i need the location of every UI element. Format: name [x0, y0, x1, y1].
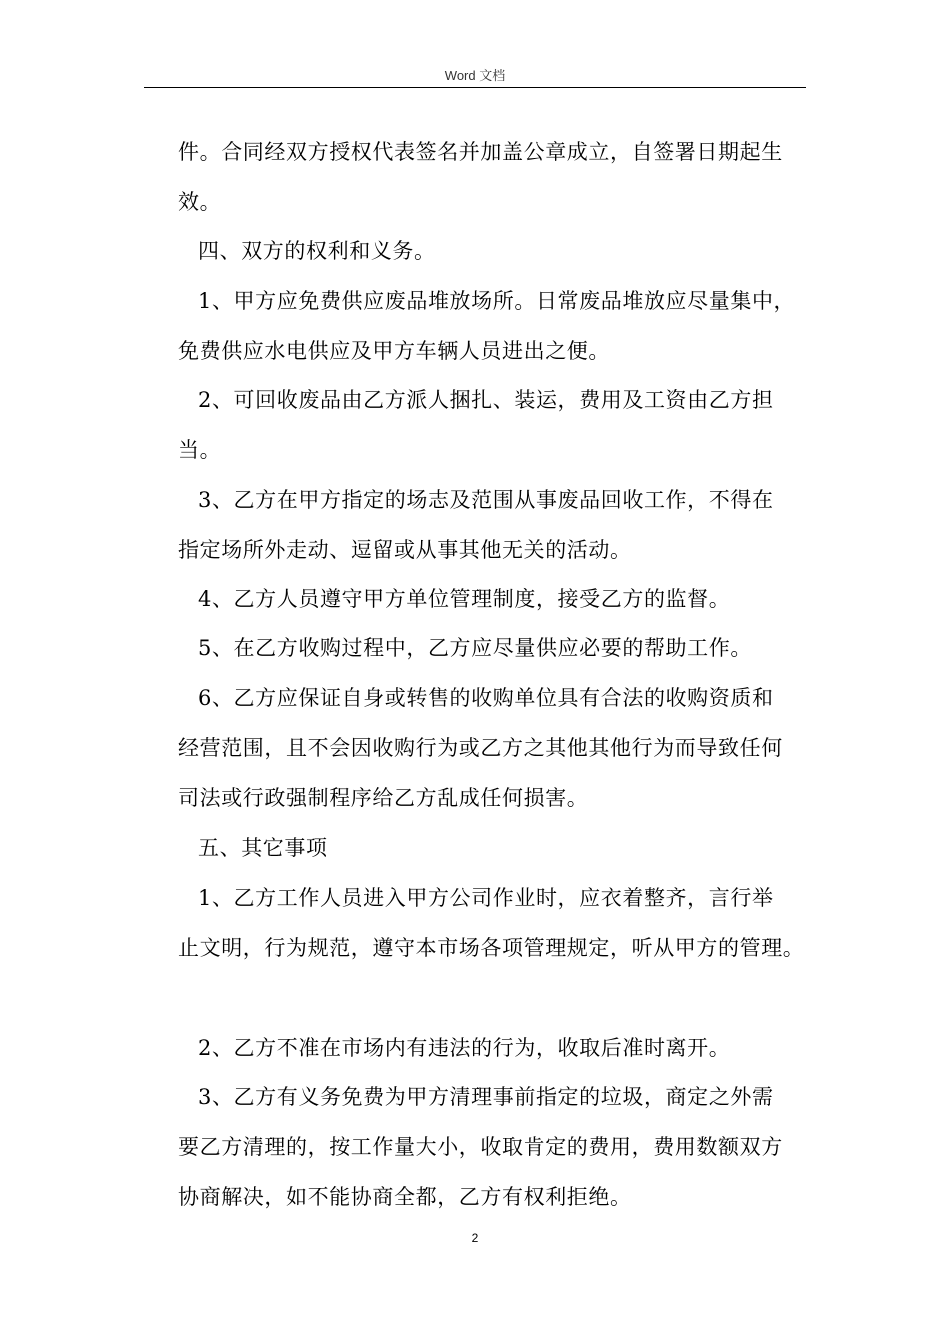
body-line: 件。合同经双方授权代表签名并加盖公章成立，自签署日期起生 — [178, 140, 783, 164]
body-line: 2、乙方不准在市场内有违法的行为，收取后准时离开。 — [198, 1036, 731, 1060]
body-line: 协商解决，如不能协商全都，乙方有权利拒绝。 — [178, 1185, 632, 1209]
header-divider — [144, 87, 806, 88]
body-line: 免费供应水电供应及甲方车辆人员进出之便。 — [178, 339, 610, 363]
body-line: 1、乙方工作人员进入甲方公司作业时，应衣着整齐，言行举 — [198, 886, 774, 910]
body-line: 当。 — [178, 438, 222, 462]
body-line: 3、乙方在甲方指定的场志及范围从事废品回收工作，不得在 — [198, 488, 774, 512]
body-line: 要乙方清理的，按工作量大小，收取肯定的费用，费用数额双方 — [178, 1135, 783, 1159]
body-line: 司法或行政强制程序给乙方乱成任何损害。 — [178, 786, 589, 810]
body-line: 止文明，行为规范，遵守本市场各项管理规定，听从甲方的管理。 — [178, 936, 805, 960]
body-line: 指定场所外走动、逗留或从事其他无关的活动。 — [178, 538, 632, 562]
header-title: Word 文档 — [444, 68, 506, 83]
body-line: 效。 — [178, 190, 222, 214]
section-heading: 四、双方的权利和义务。 — [198, 239, 436, 263]
body-line: 5、在乙方收购过程中，乙方应尽量供应必要的帮助工作。 — [198, 636, 752, 660]
body-line: 3、乙方有义务免费为甲方清理事前指定的垃圾，商定之外需 — [198, 1085, 774, 1109]
page-number: 2 — [471, 1231, 479, 1245]
body-line: 4、乙方人员遵守甲方单位管理制度，接受乙方的监督。 — [198, 587, 731, 611]
body-line: 2、可回收废品由乙方派人捆扎、装运，费用及工资由乙方担 — [198, 388, 774, 412]
section-heading: 五、其它事项 — [198, 836, 328, 860]
body-line: 6、乙方应保证自身或转售的收购单位具有合法的收购资质和 — [198, 686, 774, 710]
body-line: 经营范围，且不会因收购行为或乙方之其他其他行为而导致任何 — [178, 736, 783, 760]
body-line: 1、甲方应免费供应废品堆放场所。日常废品堆放应尽量集中， — [198, 289, 796, 313]
